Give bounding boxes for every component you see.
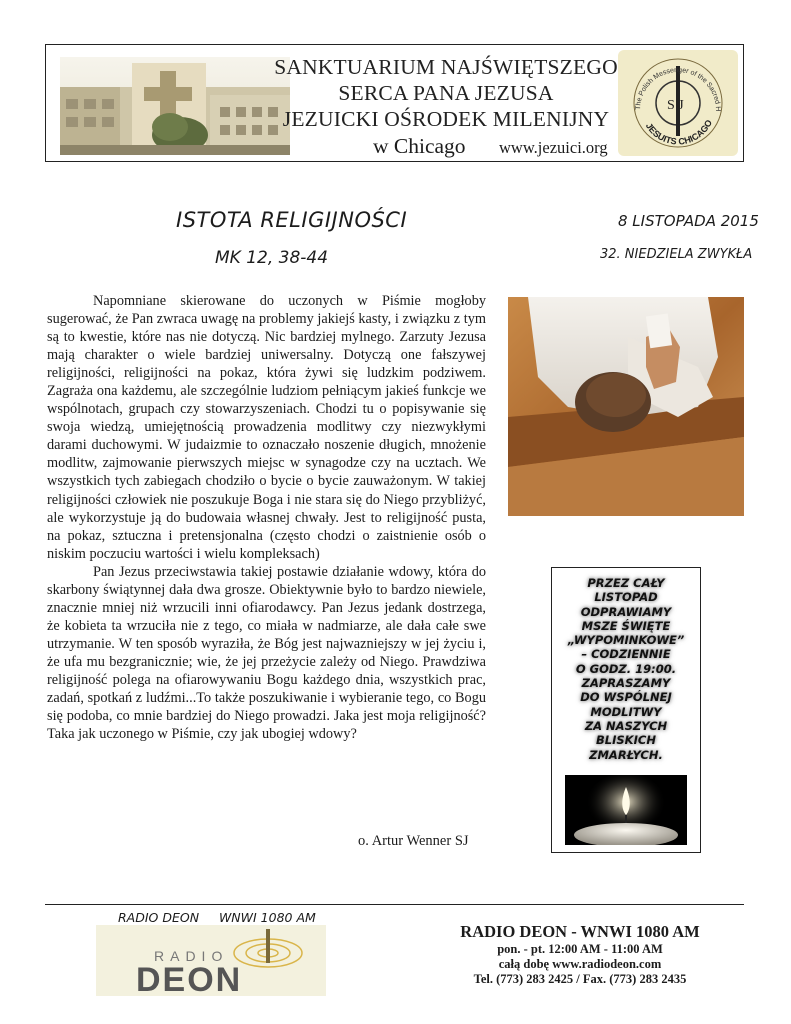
sermon-paragraph-1: Napomniane skierowane do uczonych w Piśmie mogłoby sugerować, że Pan zwraca uwagę na problemy jakiejś kasty, i związku z tym są to kwestie, które nas nie dotyczą. Nic bardziej mylnego. Zarzuty Jezusa mają charakter o wiele bardziej uniwersalny. Dotyczą one fałszywej religijności, religijności na pokaz, która żywi się ludzkim podziwem. Zagraża ona każdemu, ale szczególnie ludziom pełniącym jakieś funkcje we wspólnotach, grupach czy stowarzyszeniach. Chodzi tu o popisywanie się swoja wiedzą, umiejętnością prowadzenia modlitwy czy niezwykłymi darami duchowymi. W judaizmie to oznaczało noszenie długich, mnożenie modlitw, zajmowanie pierwszych miejsc w synagodze czy na ucztach. We wszystkich tych zabiegach chodziło o bycie o bycie zauważonym. W takiej religijności człowiek nie poszukuje Boga i nie stara się do Niego przybliżyć, ale wykorzystuje ją do budowaia własnej chwały. Jest to religijność pusta, na pokaz, sztuczna i pretensjonalna (często chodzi o zaistnienie osób o niskim poczuciu wartości i wielu kompleksach) <box>47 293 486 562</box>
announcement-line: MODLITWY <box>590 704 662 719</box>
svg-text:JESUITS CHICAGO: JESUITS CHICAGO <box>643 118 715 147</box>
phone-fax: Tel. (773) 283 2425 / Fax. (773) 283 2435 <box>473 972 687 986</box>
online-stream: całą dobę www.radiodeon.com <box>498 957 662 971</box>
city-label: w Chicago <box>373 134 466 158</box>
radio-info <box>400 922 760 987</box>
announcement-line: ODPRAWIAMY <box>580 604 672 619</box>
announcement-line: LISTOPAD <box>594 590 658 605</box>
announcement-line: O GODZ. 19:00. <box>575 661 677 676</box>
title-line-2: SERCA PANA JEZUSA <box>338 81 554 105</box>
announcement-line: MSZE ŚWIĘTE <box>581 618 671 633</box>
footer-divider <box>45 904 744 905</box>
announcement-line: ZA NASZYCH <box>584 718 668 733</box>
website-link[interactable]: www.jezuici.org <box>499 138 608 157</box>
radio-deon-logo <box>96 925 326 996</box>
gospel-reference: MK 12, 38-44 <box>215 248 329 268</box>
announcement-line: PRZEZ CAŁY <box>587 576 665 590</box>
radio-caption: RADIO DEON WNWI 1080 AM <box>118 910 316 925</box>
svg-text:S J: S J <box>667 98 684 113</box>
title-line-1: SANKTUARIUM NAJŚWIĘTSZEGO <box>274 55 618 79</box>
broadcast-hours: pon. - pt. 12:00 AM - 11:00 AM <box>497 942 663 956</box>
announcement-line: „WYPOMINKOWE” <box>567 633 685 648</box>
announcement-line: BLISKICH <box>596 733 656 748</box>
mass-announcement-box <box>551 567 701 853</box>
masthead <box>45 44 744 162</box>
svg-text:DEON: DEON <box>136 961 243 996</box>
date-label: 8 LISTOPADA 2015 <box>618 212 759 230</box>
author-signature: o. Artur Wenner SJ <box>358 833 469 849</box>
station-name: RADIO DEON - WNWI 1080 AM <box>460 922 700 941</box>
sermon-paragraph-2: Pan Jezus przeciwstawia takiej postawie działanie wdowy, która do skarbony świątynnej dała dwa grosze. Obiektywnie było to bardzo niewiele, znacznie mniej niż wrzucili inni ofiarodawcy. Pan Jezus jedank dostrzega, że kobieta ta wrzuciła nie z tego, co miała w nadmiarze, ale dała całe swe utrzymanie. W ten sposób wyraziła, że Bóg jest najwazniejszy w jej życiu i, że ufa mu bezgranicznie; wie, że jej przeżycie zależy od Niego. Prawdziwa religijność polega na ofiarowywaniu Bogu każdego dnia, wszystkich prac, zadań, spotkań z ludźmi...To także poszukiwanie i wybieranie tego, co Bogu się podoba, co mnie bardziej do Niego prowadzi. Jaka jest moja religijność? Taka jak uczonego w Piśmie, czy jak ubogiej wdowy? <box>47 563 486 743</box>
announcement-line: – CODZIENNIE <box>581 647 671 662</box>
candle-photo <box>565 775 687 845</box>
svg-text:The Polish Messenger of the Sa: The Polish Messenger of the Sacred H <box>634 66 722 112</box>
announcement-text <box>552 576 700 762</box>
title-line-3: JEZUICKI OŚRODEK MILENIJNY <box>282 107 610 131</box>
svg-text:RADIO: RADIO <box>154 948 229 964</box>
announcement-line: DO WSPÓLNEJ <box>580 690 672 705</box>
praying-man-photo <box>508 297 744 516</box>
announcement-line: ZAPRASZAMY <box>581 676 671 691</box>
announcement-line: ZMARŁYCH. <box>589 747 663 762</box>
sermon-title: ISTOTA RELIGIJNOŚCI <box>176 208 408 232</box>
liturgical-sunday: 32. NIEDZIELA ZWYKŁA <box>600 247 753 262</box>
jesuits-logo <box>618 50 738 156</box>
sermon-article <box>47 292 486 743</box>
